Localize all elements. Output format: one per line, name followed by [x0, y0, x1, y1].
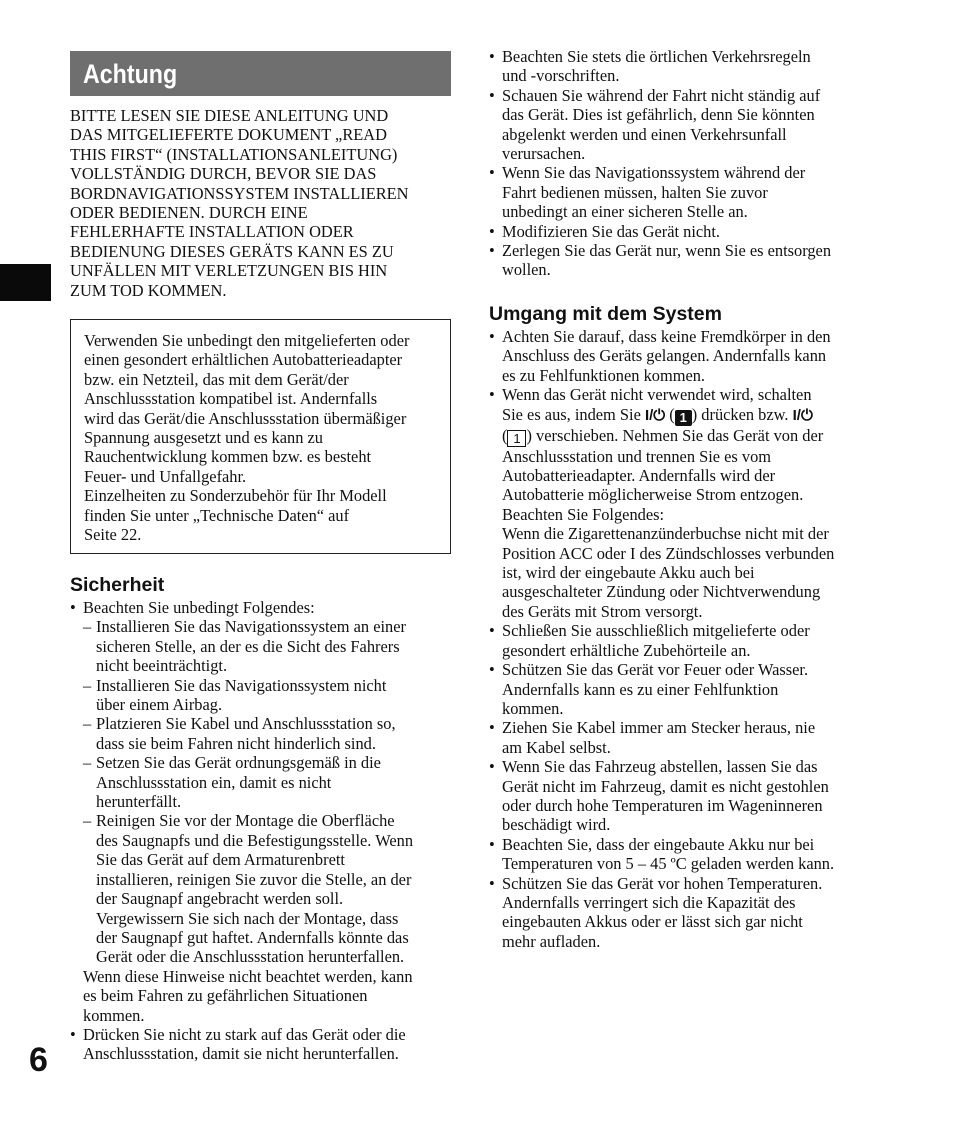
list-item-cont: Autobatterie möglicherweise Strom entzogen.	[502, 485, 804, 505]
list-subitem-cont: des Saugnapfs und die Befestigungsstelle. Wenn	[96, 830, 414, 850]
page-title: Achtung	[83, 59, 178, 89]
list-item: • Achten Sie darauf, dass keine Fremdkörper in den	[489, 327, 889, 346]
list-item-cont: Anschlussstation, damit sie nicht herunterfallen.	[83, 1044, 399, 1064]
list-item: • Beachten Sie unbedingt Folgendes:	[70, 598, 455, 617]
warning-line: BITTE LESEN SIE DIESE ANLEITUNG UND	[70, 106, 389, 125]
list-item-cont: kommen.	[83, 1005, 145, 1025]
list-item-cont: unbedingt an einer sicheren Stelle an.	[502, 202, 748, 222]
list-item-cont: abgelenkt werden und einen Verkehrsunfall	[502, 124, 787, 144]
list-item: • Drücken Sie nicht zu stark auf das Gerät oder die	[70, 1025, 455, 1044]
list-item-cont: Beachten Sie Folgendes:	[502, 504, 665, 524]
safety-heading: Sicherheit	[70, 574, 165, 596]
list-item: • Schauen Sie während der Fahrt nicht ständig auf	[489, 86, 889, 105]
list-item-cont: ( 1 ) verschieben. Nehmen Sie das Gerät von der	[502, 425, 824, 446]
list-item-cont: Position ACC oder I des Zündschlosses verbunden	[502, 543, 835, 563]
safety-list	[70, 598, 455, 1064]
system-list	[489, 327, 889, 951]
notice-line: Einzelheiten zu Sonderzubehör für Ihr Modell	[84, 486, 387, 506]
notice-line: bzw. ein Netzteil, das mit dem Gerät/der	[84, 369, 349, 389]
warning-line: FEHLERHAFTE INSTALLATION ODER	[70, 222, 354, 242]
warning-line: VOLLSTÄNDIG DURCH, BEVOR SIE DAS	[70, 164, 377, 184]
list-subitem: – Setzen Sie das Gerät ordnungsgemäß in die	[70, 753, 455, 772]
list-item-cont: mehr aufladen.	[502, 931, 601, 951]
list-item-cont: wollen.	[502, 260, 551, 280]
notice-line: Verwenden Sie unbedingt den mitgelieferten oder	[84, 331, 410, 350]
list-subitem-cont: dass sie beim Fahren nicht hinderlich sind.	[96, 733, 376, 753]
list-item-cont: verursachen.	[502, 144, 586, 164]
list-subitem-cont: Gerät oder die Anschlussstation herunterfallen.	[96, 947, 405, 967]
list-item-cont: des Geräts mit Strom versorgt.	[502, 601, 703, 621]
list-item-cont: oder durch hohe Temperaturen im Wageninneren	[502, 795, 823, 815]
list-item-cont: es zu Fehlfunktionen kommen.	[502, 365, 706, 385]
warning-caps-paragraph	[70, 106, 455, 300]
list-item-cont: ausgeschalteter Zündung oder Nichtverwendung	[502, 582, 821, 602]
list-subitem-cont: der Saugnapf gut haftet. Andernfalls könnte das	[96, 927, 409, 947]
list-item-cont: Autobatterieadapter. Andernfalls wird der	[502, 466, 776, 486]
list-item: • Zerlegen Sie das Gerät nur, wenn Sie es entsorgen	[489, 241, 889, 260]
notice-line: Anschlussstation kompatibel ist. Andernfalls	[84, 389, 378, 409]
notice-line: Rauchentwicklung kommen bzw. es besteht	[84, 447, 372, 467]
list-item-cont: und -vorschriften.	[502, 66, 620, 86]
list-item: • Wenn Sie das Navigationssystem während der	[489, 163, 889, 182]
inline-text: ) verschieben. Nehmen Sie das Gerät von der	[526, 425, 824, 445]
page-number: 6	[29, 1041, 48, 1079]
list-item-cont: gesondert erhältliche Zubehörteile an.	[502, 640, 751, 660]
key-1-filled-icon: 1	[675, 410, 692, 426]
list-subitem-cont: Vergewissern Sie sich nach der Montage, dass	[96, 908, 399, 928]
list-item-cont: Temperaturen von 5 – 45 ºC geladen werden kann.	[502, 854, 835, 874]
warning-line: BORDNAVIGATIONSSYSTEM INSTALLIEREN	[70, 183, 409, 203]
list-item-cont: Wenn die Zigarettenanzünderbuchse nicht mit der	[502, 524, 829, 544]
inline-text: ) drücken bzw.	[691, 404, 789, 424]
list-item: • Ziehen Sie Kabel immer am Stecker heraus, nie	[489, 718, 889, 737]
power-switch-icon: I/⏻	[792, 406, 813, 424]
list-item-cont: kommen.	[502, 698, 564, 718]
list-item-cont: Andernfalls verringert sich die Kapazität des	[502, 892, 796, 912]
power-button-icon: I/⏻	[644, 406, 666, 424]
section-tab-marker	[0, 264, 51, 301]
list-item: • Schützen Sie das Gerät vor Feuer oder Wasser.	[489, 660, 889, 679]
list-item-cont: ist, wird der eingebaute Akku auch bei	[502, 563, 755, 583]
list-item-cont: Sie es aus, indem Sie I/⏻ ( 1 ) drücken bzw. I/⏻	[502, 404, 813, 425]
list-subitem-cont: Anschlussstation ein, damit es nicht	[96, 772, 332, 792]
notice-line: Seite 22.	[84, 525, 142, 545]
list-subitem-cont: herunterfällt.	[96, 792, 182, 812]
warning-line: THIS FIRST“ (INSTALLATIONSANLEITUNG)	[70, 144, 398, 164]
warning-line: DAS MITGELIEFERTE DOKUMENT „READ	[70, 125, 387, 145]
list-subitem-cont: über einem Airbag.	[96, 695, 223, 715]
list-item: • Modifizieren Sie das Gerät nicht.	[489, 222, 889, 241]
list-subitem: – Reinigen Sie vor der Montage die Oberfläche	[70, 811, 455, 830]
notice-box	[70, 319, 451, 554]
list-subitem: – Installieren Sie das Navigationssystem nicht	[70, 676, 455, 695]
warning-line: BEDIENUNG DIESES GERÄTS KANN ES ZU	[70, 241, 394, 261]
list-item: • Schließen Sie ausschließlich mitgelieferte oder	[489, 621, 889, 640]
list-subitem-cont: Sie das Gerät auf dem Armaturenbrett	[96, 850, 345, 870]
list-subitem: – Platzieren Sie Kabel und Anschlussstation so,	[70, 714, 455, 733]
notice-line: Feuer- und Unfallgefahr.	[84, 466, 247, 486]
warning-line: ZUM TOD KOMMEN.	[70, 280, 227, 300]
list-subitem-cont: installieren, reinigen Sie zuvor die Stelle, an der	[96, 869, 412, 889]
list-item-cont: Gerät nicht im Fahrzeug, damit es nicht gestohlen	[502, 776, 829, 796]
notice-line: finden Sie unter „Technische Daten“ auf	[84, 505, 350, 525]
list-item-cont: das Gerät. Dies ist gefährlich, denn Sie könnten	[502, 105, 815, 125]
list-item: • Schützen Sie das Gerät vor hohen Temperaturen.	[489, 874, 889, 893]
list-item-cont: beschädigt wird.	[502, 815, 611, 835]
system-heading: Umgang mit dem System	[489, 303, 722, 325]
page-title-bar	[70, 51, 451, 96]
list-item: • Wenn das Gerät nicht verwendet wird, schalten	[489, 385, 889, 404]
list-item-cont: Anschlussstation und trennen Sie es vom	[502, 446, 772, 466]
list-item: • Wenn Sie das Fahrzeug abstellen, lassen Sie das	[489, 757, 889, 776]
general-rules-list	[489, 47, 889, 280]
list-item-cont: es beim Fahren zu gefährlichen Situationen	[83, 986, 368, 1006]
notice-line: wird das Gerät/die Anschlussstation übermäßiger	[84, 408, 407, 428]
list-subitem-cont: sicheren Stelle, an der es die Sicht des Fahrers	[96, 636, 400, 656]
notice-line: einen gesondert erhältlichen Autobatterieadapter	[84, 350, 403, 370]
list-item-cont: am Kabel selbst.	[502, 737, 611, 757]
list-item-cont: Anschluss des Geräts gelangen. Andernfalls kann	[502, 346, 827, 366]
list-subitem-cont: der Saugnapf angebracht werden soll.	[96, 889, 344, 909]
key-1-outline-icon: 1	[507, 430, 526, 447]
warning-line: ODER BEDIENEN. DURCH EINE	[70, 203, 308, 223]
list-item-cont: eingebauten Akkus oder er lässt sich gar nicht	[502, 912, 803, 932]
list-item-cont: Andernfalls kann es zu einer Fehlfunktion	[502, 679, 779, 699]
list-item-cont: Fahrt bedienen müssen, halten Sie zuvor	[502, 182, 768, 202]
list-item: • Beachten Sie, dass der eingebaute Akku nur bei	[489, 835, 889, 854]
notice-line: Spannung ausgesetzt und es kann zu	[84, 428, 323, 448]
warning-line: UNFÄLLEN MIT VERLETZUNGEN BIS HIN	[70, 261, 388, 281]
list-item-cont: Wenn diese Hinweise nicht beachtet werden, kann	[83, 966, 413, 986]
inline-text: Sie es aus, indem Sie	[502, 404, 641, 424]
list-subitem-cont: nicht beeinträchtigt.	[96, 656, 228, 676]
list-item: • Beachten Sie stets die örtlichen Verkehrsregeln	[489, 47, 889, 66]
list-subitem: – Installieren Sie das Navigationssystem an einer	[70, 617, 455, 636]
